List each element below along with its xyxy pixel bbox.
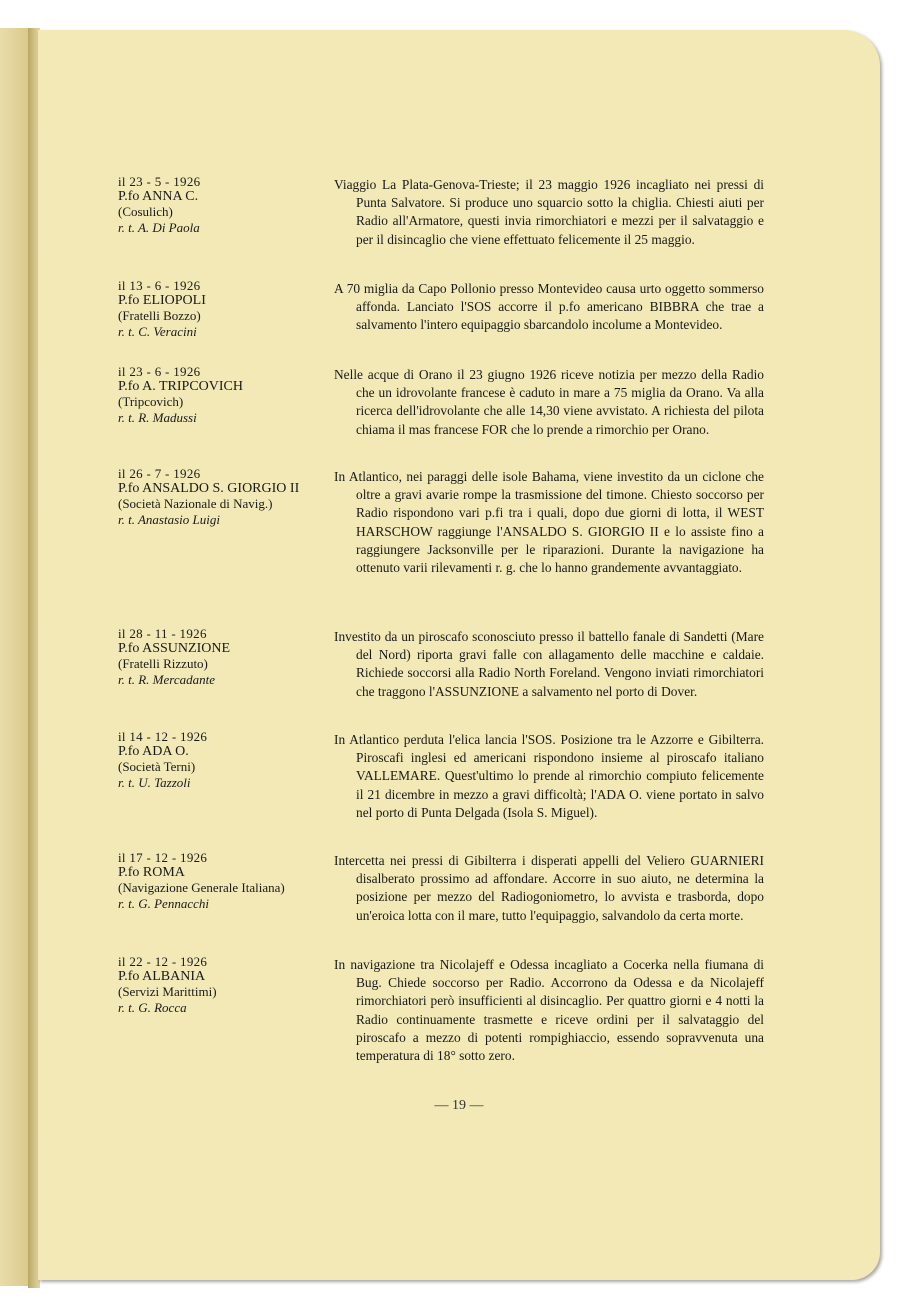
entry-date: il 26 - 7 - 1926: [118, 466, 201, 481]
entry-header: [118, 174, 340, 235]
document-page: [38, 30, 880, 1280]
ship-owner: (Società Nazionale di Navig.): [118, 496, 273, 512]
ship-name: P.fo A. TRIPCOVICH: [118, 379, 243, 395]
ship-owner: (Cosulich): [118, 204, 173, 220]
ship-name: P.fo ELIOPOLI: [118, 293, 206, 309]
entry-date: il 17 - 12 - 1926: [118, 850, 208, 865]
ship-name: P.fo ANNA C.: [118, 189, 199, 205]
ship-owner: (Fratelli Bozzo): [118, 308, 201, 324]
radio-operator: r. t. G. Rocca: [118, 999, 187, 1015]
entry-header: [118, 466, 340, 527]
entry-description: Intercetta nei pressi di Gibilterra i disperati appelli del Veliero GUARNIERI disalberato prossimo ad affondare. Accorre in suo aiuto, ne determina la posizione per mezzo del Radiogoniometro, lo avvista e trasborda, dopo un'eroica lotta con il mare, tutto l'equipaggio, salvandolo da certa morte.: [334, 853, 764, 923]
entry-description: Investito da un piroscafo sconosciuto presso il battello fanale di Sandetti (Mare del Nord) riporta gravi falle con allagamento delle macchine e caldaie. Richiede soccorsi alla Radio North Foreland. Vengono inviati rimorchiatori che traggono l'ASSUNZIONE a salvamento nel porto di Dover.: [334, 629, 764, 699]
radio-operator: r. t. C. Veracini: [118, 323, 197, 339]
radio-operator: r. t. R. Madussi: [118, 409, 197, 425]
entry-header: [118, 850, 340, 911]
entry-description: Viaggio La Plata-Genova-Trieste; il 23 maggio 1926 incagliato nei pressi di Punta Salvatore. Si produce uno squarcio sotto la chiglia. Chiesti aiuti per Radio all'Armatore, questi invia rimorchiatori e mezzi per il salvataggio e per il disincaglio che viene effettuato felicemente il 25 maggio.: [334, 177, 764, 247]
ship-owner: (Tripcovich): [118, 394, 184, 410]
radio-operator: r. t. R. Mercadante: [118, 671, 215, 687]
ship-owner: (Servizi Marittimi): [118, 984, 217, 1000]
entry-date: il 14 - 12 - 1926: [118, 729, 208, 744]
entry-description: In navigazione tra Nicolajeff e Odessa incagliato a Cocerka nella fiumana di Bug. Chiede soccorso per Radio. Accorrono da Odessa e da Nicolajeff rimorchiatori però insufficienti al disincaglio. Per quattro giorni e 4 notti la Radio continuamente trasmette e riceve ordini per il salvataggio del piroscafo a mezzo di potenti rompighiaccio, essendo sopravvenuta una temperatura di 18° sotto zero.: [334, 957, 764, 1064]
entry-description: A 70 miglia da Capo Pollonio presso Montevideo causa urto oggetto sommerso affonda. Lanciato l'SOS accorre il p.fo americano BIBBRA che trae a salvamento l'intero equipaggio sbarcandolo incolume a Montevideo.: [334, 281, 764, 333]
ship-name: P.fo ADA O.: [118, 744, 189, 760]
ship-owner: (Società Terni): [118, 759, 196, 775]
entry-description: In Atlantico perduta l'elica lancia l'SOS. Posizione tra le Azzorre e Gibilterra. Piroscafi inglesi ed americani rispondono insieme al piroscafo italiano VALLEMARE. Quest'ultimo lo prende al rimorchio compiuto felicemente il 21 dicembre in mezzo a gravi difficoltà; l'ADA O. viene portato in salvo nel porto di Punta Delgada (Isola S. Miguel).: [334, 732, 764, 820]
entry-header: [118, 278, 340, 339]
entry-header: [118, 364, 340, 425]
ship-name: P.fo ALBANIA: [118, 969, 206, 985]
entry-date: il 22 - 12 - 1926: [118, 954, 208, 969]
ship-name: P.fo ANSALDO S. GIORGIO II: [118, 481, 300, 497]
facing-page-edge: [0, 28, 30, 1286]
radio-operator: r. t. U. Tazzoli: [118, 774, 191, 790]
entry-date: il 13 - 6 - 1926: [118, 278, 201, 293]
entry-date: il 23 - 5 - 1926: [118, 174, 201, 189]
radio-operator: r. t. A. Di Paola: [118, 219, 200, 235]
radio-operator: r. t. G. Pennacchi: [118, 895, 209, 911]
entry-date: il 23 - 6 - 1926: [118, 364, 201, 379]
entry-header: [118, 954, 340, 1015]
entry-header: [118, 626, 340, 687]
ship-name: P.fo ASSUNZIONE: [118, 641, 231, 657]
ship-owner: (Fratelli Rizzuto): [118, 656, 208, 672]
radio-operator: r. t. Anastasio Luigi: [118, 511, 220, 527]
page-number: — 19 —: [434, 1098, 484, 1113]
ship-name: P.fo ROMA: [118, 865, 185, 881]
ship-owner: (Navigazione Generale Italiana): [118, 880, 285, 896]
entry-description: Nelle acque di Orano il 23 giugno 1926 riceve notizia per mezzo della Radio che un idrovolante francese è caduto in mare a 75 miglia da Orano. Va alla ricerca dell'idrovolante che alle 14,30 viene avvistato. A richiesta del pilota chiama il mas francese FOR che lo prende a rimorchio per Orano.: [334, 367, 764, 437]
entry-description: In Atlantico, nei paraggi delle isole Bahama, viene investito da un ciclone che oltre a gravi avarie rompe la trasmissione del timone. Chiesto soccorso per Radio rispondono vari p.fi tra i quali, dopo due giorni di lotta, il WEST HARSCHOW raggiunge l'ANSALDO S. GIORGIO II e lo assiste fino a raggiungere Jacksonville per le riparazioni. Durante la navigazione ha ottenuto varii rilevamenti r. g. che lo hanno grandemente avvantaggiato.: [334, 469, 764, 576]
entry-date: il 28 - 11 - 1926: [118, 626, 207, 641]
entry-header: [118, 729, 340, 790]
